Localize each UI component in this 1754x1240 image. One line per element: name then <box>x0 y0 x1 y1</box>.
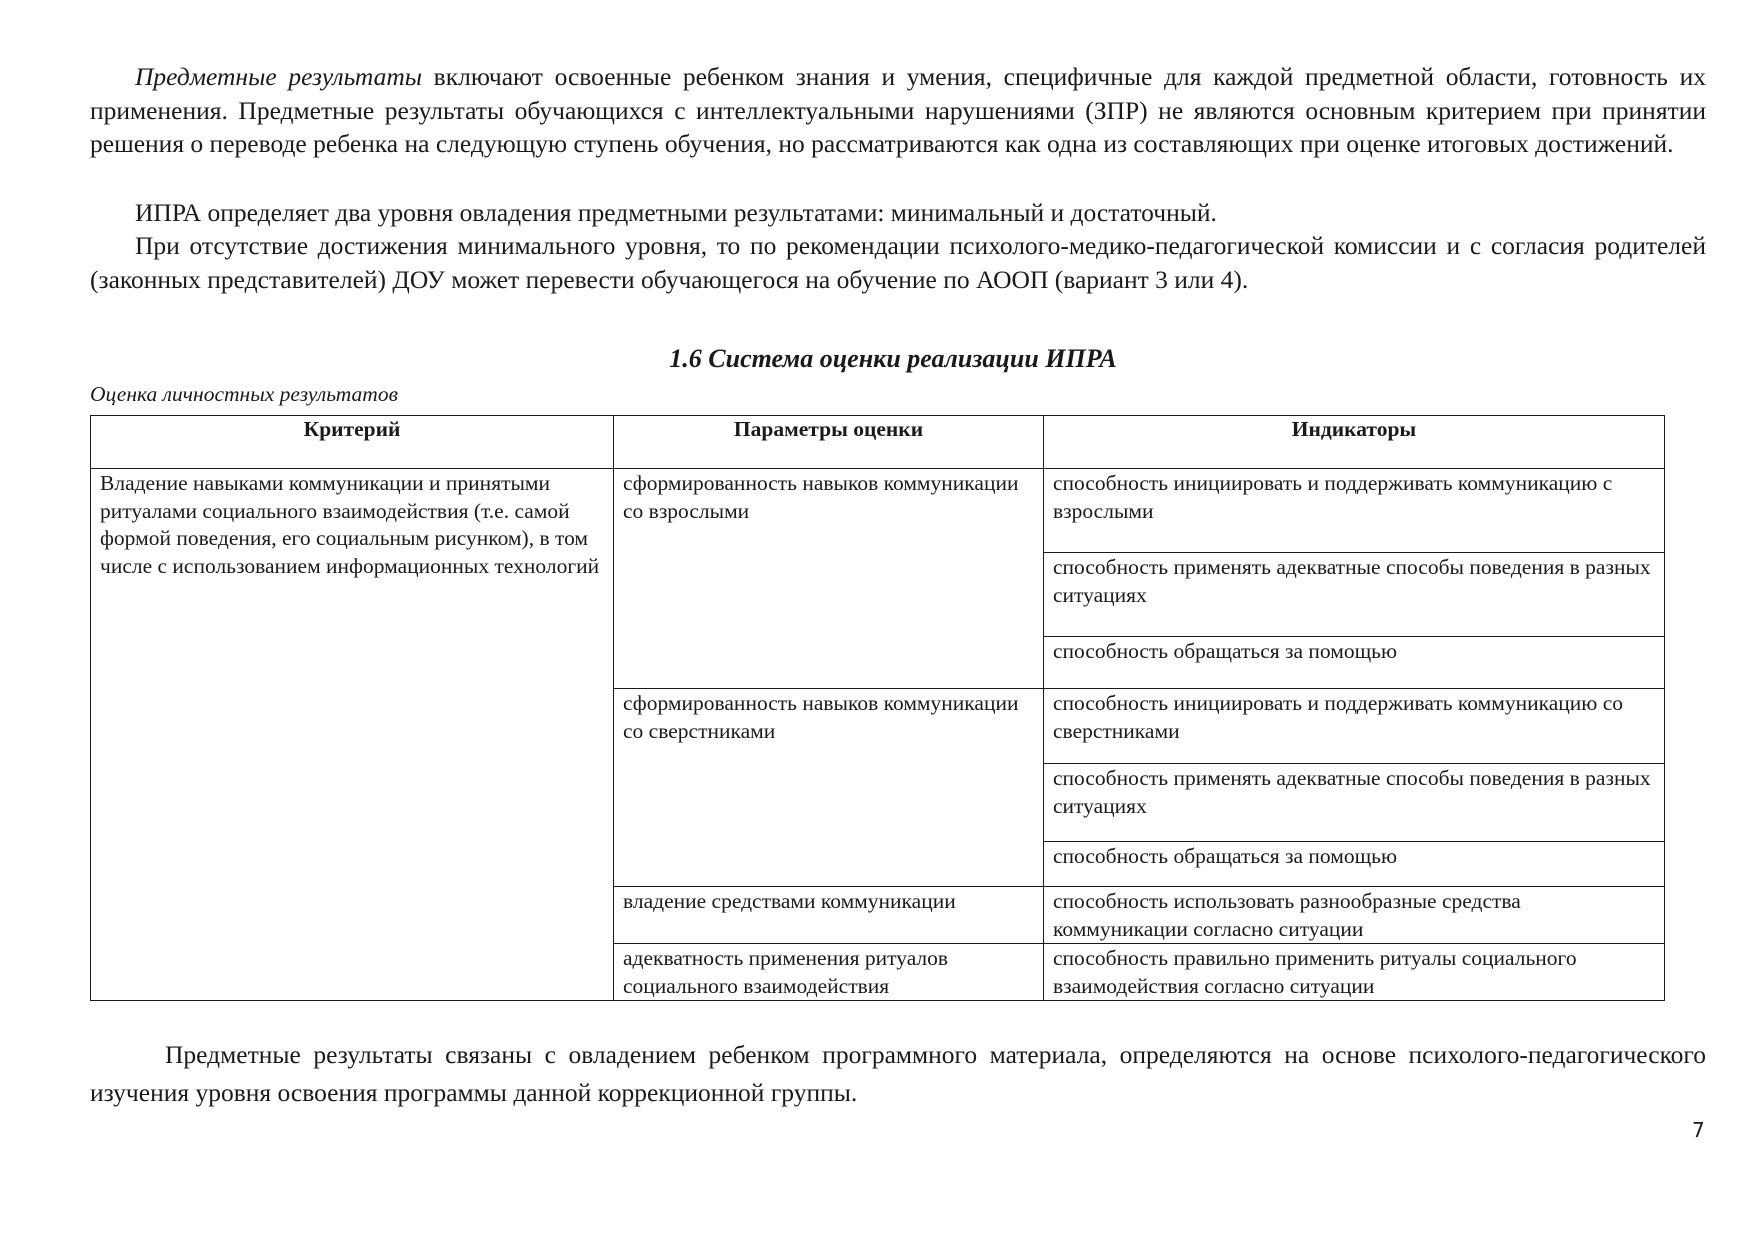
indicator-cell: способность применять адекватные способы поведения в разных ситуациях <box>1044 553 1665 637</box>
indicator-cell: способность использовать разнообразные средства коммуникации согласно ситуации <box>1044 887 1665 944</box>
paragraph-lead-term: Предметные результаты <box>135 62 423 91</box>
criterion-cell: Владение навыками коммуникации и принятыми ритуалами социального взаимодействия (т.е. самой формой поведения, его социальным рисунком), в том числе с использованием информационных технологий <box>91 469 614 1001</box>
header-indicators: Индикаторы <box>1044 416 1665 469</box>
indicator-cell: способность обращаться за помощью <box>1044 637 1665 689</box>
header-criterion: Критерий <box>91 416 614 469</box>
parameter-cell: владение средствами коммуникации <box>614 887 1044 944</box>
table-row <box>91 469 1665 553</box>
parameter-cell: сформированность навыков коммуникации со взрослыми <box>614 469 1044 689</box>
parameter-cell: сформированность навыков коммуникации со сверстниками <box>614 689 1044 887</box>
parameter-cell: адекватность применения ритуалов социального взаимодействия <box>614 944 1044 1001</box>
paragraph-program-material: Предметные результаты связаны с овладением ребенком программного материала, определяются на основе психолого-педагогического изучения уровня освоения программы данной коррекционной группы. <box>90 1040 1706 1107</box>
paragraph-subject-results <box>90 60 1706 161</box>
section-title: 1.6 Система оценки реализации ИПРА <box>669 344 1117 373</box>
indicator-cell: способность инициировать и поддерживать коммуникацию с взрослыми <box>1044 469 1665 553</box>
header-parameters: Параметры оценки <box>614 416 1044 469</box>
paragraph-text: включают освоенные ребенком знания и умения, специфичные для каждой предметной области, готовность их применения. Предметные результаты обучающихся с интеллектуальными нарушениями (ЗПР) не являются основным критерием при принятии решения о переводе ребенка на следующую ступень обучения, но рассматриваются как одна из составляющих при оценке итоговых достижений. <box>90 62 1706 158</box>
indicator-cell: способность применять адекватные способы поведения в разных ситуациях <box>1044 764 1665 842</box>
table-header-row <box>91 416 1665 469</box>
table-caption: Оценка личностных результатов <box>90 382 398 406</box>
indicator-cell: способность правильно применить ритуалы социального взаимодействия согласно ситуации <box>1044 944 1665 1001</box>
paragraph-transfer: При отсутствие достижения минимального уровня, то по рекомендации психолого-медико-педагогической комиссии и с согласия родителей (законных представителей) ДОУ может перевести обучающегося на обучение по АООП (вариант 3 или 4). <box>90 231 1706 294</box>
indicator-cell: способность инициировать и поддерживать коммуникацию со сверстниками <box>1044 689 1665 764</box>
assessment-table <box>90 415 1665 1001</box>
paragraph-levels: ИПРА определяет два уровня овладения предметными результатами: минимальный и достаточный. <box>135 198 1217 227</box>
indicator-cell: способность обращаться за помощью <box>1044 842 1665 887</box>
page-number: 7 <box>1692 1118 1705 1142</box>
